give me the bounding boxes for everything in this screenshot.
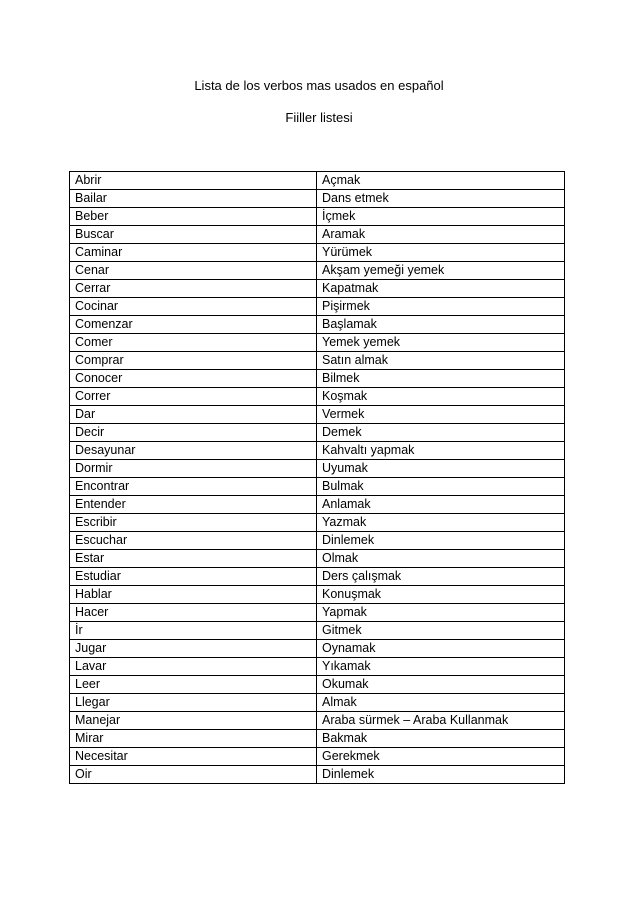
spanish-verb-cell: Bailar (70, 190, 317, 208)
turkish-verb-cell: Vermek (317, 406, 565, 424)
spanish-verb-cell: Cerrar (70, 280, 317, 298)
table-row (70, 226, 565, 244)
turkish-verb-cell: Aramak (317, 226, 565, 244)
spanish-verb-cell: Conocer (70, 370, 317, 388)
turkish-verb-cell: Yürümek (317, 244, 565, 262)
table-row (70, 550, 565, 568)
spanish-verb-cell: Comprar (70, 352, 317, 370)
turkish-verb-cell: Bakmak (317, 730, 565, 748)
turkish-verb-cell: Olmak (317, 550, 565, 568)
turkish-verb-cell: Konuşmak (317, 586, 565, 604)
turkish-verb-cell: Dinlemek (317, 766, 565, 784)
table-row (70, 694, 565, 712)
table-row (70, 298, 565, 316)
turkish-verb-cell: Başlamak (317, 316, 565, 334)
spanish-verb-cell: Abrir (70, 172, 317, 190)
turkish-verb-cell: Yıkamak (317, 658, 565, 676)
turkish-verb-cell: Bilmek (317, 370, 565, 388)
spanish-verb-cell: Estudiar (70, 568, 317, 586)
spanish-verb-cell: İr (70, 622, 317, 640)
turkish-verb-cell: Almak (317, 694, 565, 712)
spanish-verb-cell: Manejar (70, 712, 317, 730)
table-row (70, 460, 565, 478)
spanish-verb-cell: Dormir (70, 460, 317, 478)
table-row (70, 622, 565, 640)
spanish-verb-cell: Llegar (70, 694, 317, 712)
spanish-verb-cell: Hacer (70, 604, 317, 622)
table-row (70, 442, 565, 460)
table-row (70, 658, 565, 676)
turkish-verb-cell: Ders çalışmak (317, 568, 565, 586)
spanish-verb-cell: Estar (70, 550, 317, 568)
spanish-verb-cell: Buscar (70, 226, 317, 244)
turkish-verb-cell: Demek (317, 424, 565, 442)
turkish-verb-cell: Pişirmek (317, 298, 565, 316)
turkish-verb-cell: Gerekmek (317, 748, 565, 766)
table-row (70, 676, 565, 694)
table-row (70, 262, 565, 280)
turkish-verb-cell: Satın almak (317, 352, 565, 370)
spanish-verb-cell: Lavar (70, 658, 317, 676)
spanish-verb-cell: Entender (70, 496, 317, 514)
page-subtitle: Fiiller listesi (285, 110, 353, 125)
table-row (70, 568, 565, 586)
table-row (70, 748, 565, 766)
turkish-verb-cell: Anlamak (317, 496, 565, 514)
turkish-verb-cell: Dans etmek (317, 190, 565, 208)
spanish-verb-cell: Desayunar (70, 442, 317, 460)
table-row (70, 316, 565, 334)
turkish-verb-cell: Yapmak (317, 604, 565, 622)
turkish-verb-cell: Oynamak (317, 640, 565, 658)
spanish-verb-cell: Mirar (70, 730, 317, 748)
spanish-verb-cell: Hablar (70, 586, 317, 604)
turkish-verb-cell: Akşam yemeği yemek (317, 262, 565, 280)
table-row (70, 496, 565, 514)
table-row (70, 190, 565, 208)
spanish-verb-cell: Caminar (70, 244, 317, 262)
turkish-verb-cell: İçmek (317, 208, 565, 226)
table-row (70, 388, 565, 406)
table-row (70, 514, 565, 532)
table-row (70, 334, 565, 352)
turkish-verb-cell: Bulmak (317, 478, 565, 496)
verb-table-body (70, 172, 565, 784)
table-row (70, 640, 565, 658)
table-row (70, 766, 565, 784)
spanish-verb-cell: Correr (70, 388, 317, 406)
verb-table (69, 171, 565, 784)
page-title: Lista de los verbos mas usados en español (194, 78, 444, 93)
turkish-verb-cell: Kahvaltı yapmak (317, 442, 565, 460)
table-row (70, 730, 565, 748)
spanish-verb-cell: Cenar (70, 262, 317, 280)
spanish-verb-cell: Necesitar (70, 748, 317, 766)
turkish-verb-cell: Açmak (317, 172, 565, 190)
spanish-verb-cell: Cocinar (70, 298, 317, 316)
spanish-verb-cell: Encontrar (70, 478, 317, 496)
turkish-verb-cell: Araba sürmek – Araba Kullanmak (317, 712, 565, 730)
table-row (70, 172, 565, 190)
turkish-verb-cell: Yemek yemek (317, 334, 565, 352)
table-row (70, 604, 565, 622)
turkish-verb-cell: Uyumak (317, 460, 565, 478)
spanish-verb-cell: Comenzar (70, 316, 317, 334)
table-row (70, 370, 565, 388)
spanish-verb-cell: Beber (70, 208, 317, 226)
spanish-verb-cell: Escuchar (70, 532, 317, 550)
spanish-verb-cell: Jugar (70, 640, 317, 658)
table-row (70, 478, 565, 496)
table-row (70, 280, 565, 298)
turkish-verb-cell: Yazmak (317, 514, 565, 532)
table-row (70, 208, 565, 226)
table-row (70, 244, 565, 262)
table-row (70, 406, 565, 424)
spanish-verb-cell: Escribir (70, 514, 317, 532)
spanish-verb-cell: Oir (70, 766, 317, 784)
spanish-verb-cell: Dar (70, 406, 317, 424)
table-row (70, 424, 565, 442)
spanish-verb-cell: Decir (70, 424, 317, 442)
turkish-verb-cell: Dinlemek (317, 532, 565, 550)
turkish-verb-cell: Gitmek (317, 622, 565, 640)
table-row (70, 712, 565, 730)
table-row (70, 532, 565, 550)
spanish-verb-cell: Comer (70, 334, 317, 352)
turkish-verb-cell: Kapatmak (317, 280, 565, 298)
table-row (70, 586, 565, 604)
spanish-verb-cell: Leer (70, 676, 317, 694)
turkish-verb-cell: Okumak (317, 676, 565, 694)
table-row (70, 352, 565, 370)
turkish-verb-cell: Koşmak (317, 388, 565, 406)
